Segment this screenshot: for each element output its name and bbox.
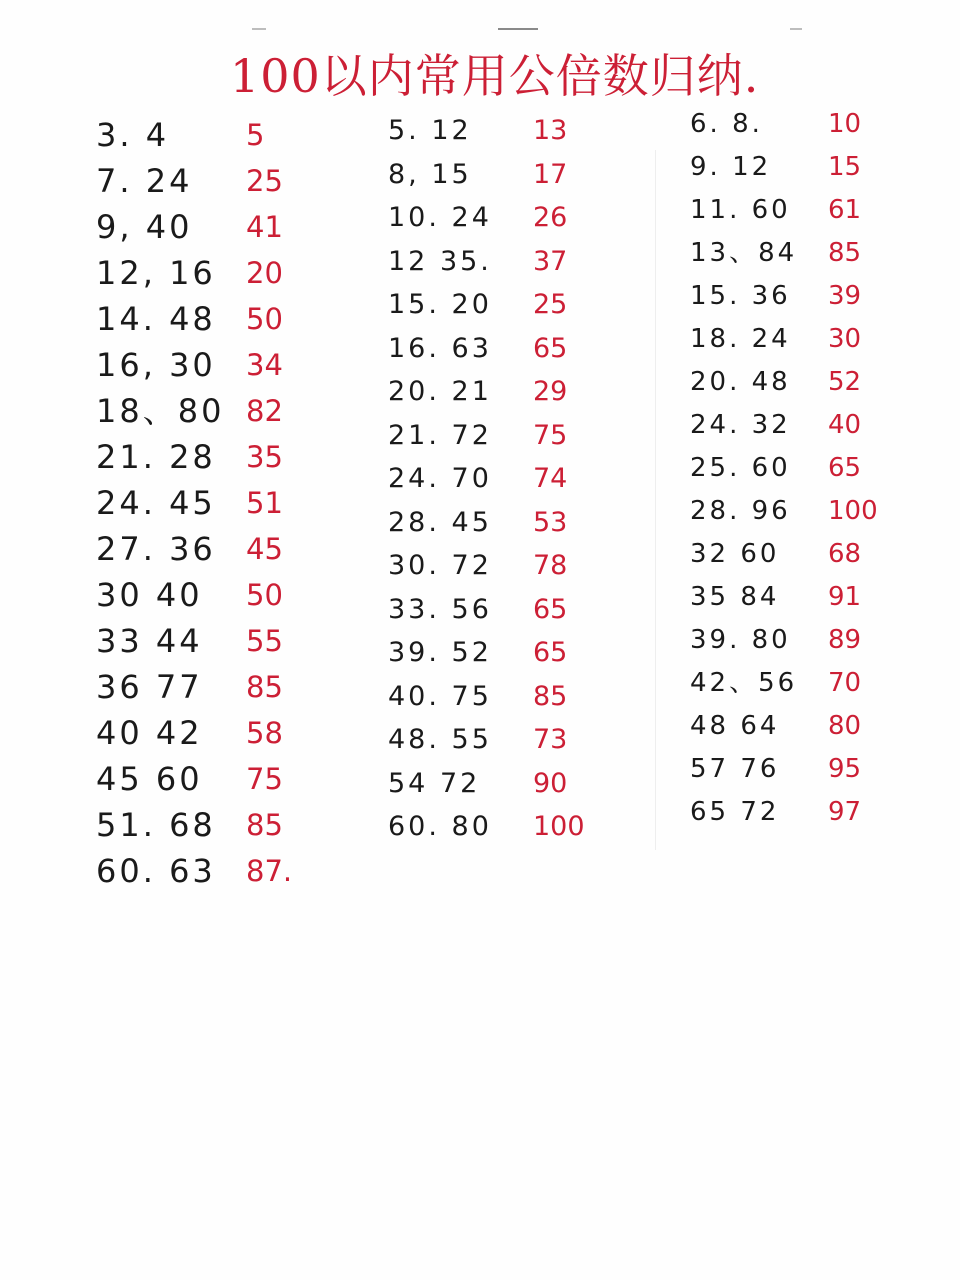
common-multiple-value: 65 xyxy=(533,594,568,625)
number-pair: 20. 48 xyxy=(690,367,791,397)
common-multiple-value: 74 xyxy=(533,463,568,494)
number-pair: 39. 80 xyxy=(690,625,791,655)
number-pair: 21. 28 xyxy=(96,438,216,476)
number-pair: 5. 12 xyxy=(388,115,472,146)
common-multiple-value: 25 xyxy=(246,164,283,198)
common-multiple-value: 85 xyxy=(246,808,283,842)
number-pair: 25. 60 xyxy=(690,453,791,483)
number-pair: 9. 12 xyxy=(690,152,772,182)
common-multiple-value: 95 xyxy=(828,754,862,784)
number-pair: 54 72 xyxy=(388,768,481,799)
common-multiple-value: 30 xyxy=(828,324,862,354)
common-multiple-value: 91 xyxy=(828,582,862,612)
number-pair: 60. 80 xyxy=(388,811,492,842)
number-pair: 51. 68 xyxy=(96,806,216,844)
common-multiple-value: 35 xyxy=(246,440,283,474)
number-pair: 35 84 xyxy=(690,582,780,612)
number-pair: 8, 15 xyxy=(388,159,472,190)
common-multiple-value: 53 xyxy=(533,507,568,538)
number-pair: 60. 63 xyxy=(96,852,216,890)
number-pair: 15. 20 xyxy=(388,289,492,320)
number-pair: 40. 75 xyxy=(388,681,492,712)
number-pair: 36 77 xyxy=(96,668,203,706)
common-multiple-value: 26 xyxy=(533,202,568,233)
common-multiple-value: 37 xyxy=(533,246,568,277)
common-multiple-value: 10 xyxy=(828,109,862,139)
number-pair: 24. 70 xyxy=(388,463,492,494)
common-multiple-value: 65 xyxy=(533,333,568,364)
number-pair: 48 64 xyxy=(690,711,780,741)
common-multiple-value: 41 xyxy=(246,210,283,244)
number-pair: 3. 4 xyxy=(96,116,170,154)
number-pair: 28. 45 xyxy=(388,507,492,538)
number-pair: 42、56 xyxy=(690,668,798,698)
number-pair: 65 72 xyxy=(690,797,780,827)
common-multiple-value: 89 xyxy=(828,625,862,655)
column-divider xyxy=(655,150,656,850)
common-multiple-value: 90 xyxy=(533,768,568,799)
number-pair: 18. 24 xyxy=(690,324,791,354)
common-multiple-value: 20 xyxy=(246,256,283,290)
common-multiple-value: 100 xyxy=(533,811,585,842)
common-multiple-value: 15 xyxy=(828,152,862,182)
page-title: 100以内常用公倍数归纳. xyxy=(230,49,760,103)
common-multiple-value: 100 xyxy=(828,496,878,526)
common-multiple-value: 55 xyxy=(246,624,283,658)
common-multiple-value: 65 xyxy=(828,453,862,483)
number-pair: 33 44 xyxy=(96,622,203,660)
common-multiple-value: 85 xyxy=(246,670,283,704)
common-multiple-value: 61 xyxy=(828,195,862,225)
common-multiple-value: 17 xyxy=(533,159,568,190)
common-multiple-value: 50 xyxy=(246,578,283,612)
number-pair: 24. 45 xyxy=(96,484,216,522)
number-pair: 12, 16 xyxy=(96,254,216,292)
common-multiple-value: 73 xyxy=(533,724,568,755)
number-pair: 15. 36 xyxy=(690,281,791,311)
number-pair: 39. 52 xyxy=(388,637,492,668)
number-pair: 30 40 xyxy=(96,576,203,614)
common-multiple-value: 78 xyxy=(533,550,568,581)
common-multiple-value: 87. xyxy=(246,854,293,888)
common-multiple-value: 45 xyxy=(246,532,283,566)
number-pair: 33. 56 xyxy=(388,594,492,625)
number-pair: 21. 72 xyxy=(388,420,492,451)
common-multiple-value: 5 xyxy=(246,118,265,152)
number-pair: 10. 24 xyxy=(388,202,492,233)
number-pair: 45 60 xyxy=(96,760,203,798)
common-multiple-value: 50 xyxy=(246,302,283,336)
common-multiple-value: 97 xyxy=(828,797,862,827)
common-multiple-value: 40 xyxy=(828,410,862,440)
common-multiple-value: 29 xyxy=(533,376,568,407)
number-pair: 12 35. xyxy=(388,246,492,277)
common-multiple-value: 65 xyxy=(533,637,568,668)
common-multiple-value: 51 xyxy=(246,486,283,520)
number-pair: 18、80 xyxy=(96,392,225,430)
common-multiple-value: 85 xyxy=(828,238,862,268)
common-multiple-value: 25 xyxy=(533,289,568,320)
number-pair: 6. 8. xyxy=(690,109,763,139)
common-multiple-value: 75 xyxy=(533,420,568,451)
paper-mark xyxy=(790,28,802,30)
paper-mark xyxy=(498,28,538,30)
common-multiple-value: 75 xyxy=(246,762,283,796)
number-pair: 9, 40 xyxy=(96,208,193,246)
number-pair: 11. 60 xyxy=(690,195,791,225)
common-multiple-value: 68 xyxy=(828,539,862,569)
number-pair: 13、84 xyxy=(690,238,798,268)
common-multiple-value: 82 xyxy=(246,394,283,428)
number-pair: 20. 21 xyxy=(388,376,492,407)
number-pair: 48. 55 xyxy=(388,724,492,755)
common-multiple-value: 39 xyxy=(828,281,862,311)
common-multiple-value: 58 xyxy=(246,716,283,750)
common-multiple-value: 34 xyxy=(246,348,283,382)
number-pair: 32 60 xyxy=(690,539,780,569)
number-pair: 16, 30 xyxy=(96,346,216,384)
number-pair: 14. 48 xyxy=(96,300,216,338)
number-pair: 40 42 xyxy=(96,714,203,752)
number-pair: 27. 36 xyxy=(96,530,216,568)
number-pair: 7. 24 xyxy=(96,162,193,200)
common-multiple-value: 80 xyxy=(828,711,862,741)
common-multiple-value: 85 xyxy=(533,681,568,712)
number-pair: 57 76 xyxy=(690,754,780,784)
common-multiple-value: 13 xyxy=(533,115,568,146)
number-pair: 24. 32 xyxy=(690,410,791,440)
number-pair: 30. 72 xyxy=(388,550,492,581)
paper-mark xyxy=(252,28,266,30)
common-multiple-value: 52 xyxy=(828,367,862,397)
number-pair: 16. 63 xyxy=(388,333,492,364)
number-pair: 28. 96 xyxy=(690,496,791,526)
common-multiple-value: 70 xyxy=(828,668,862,698)
